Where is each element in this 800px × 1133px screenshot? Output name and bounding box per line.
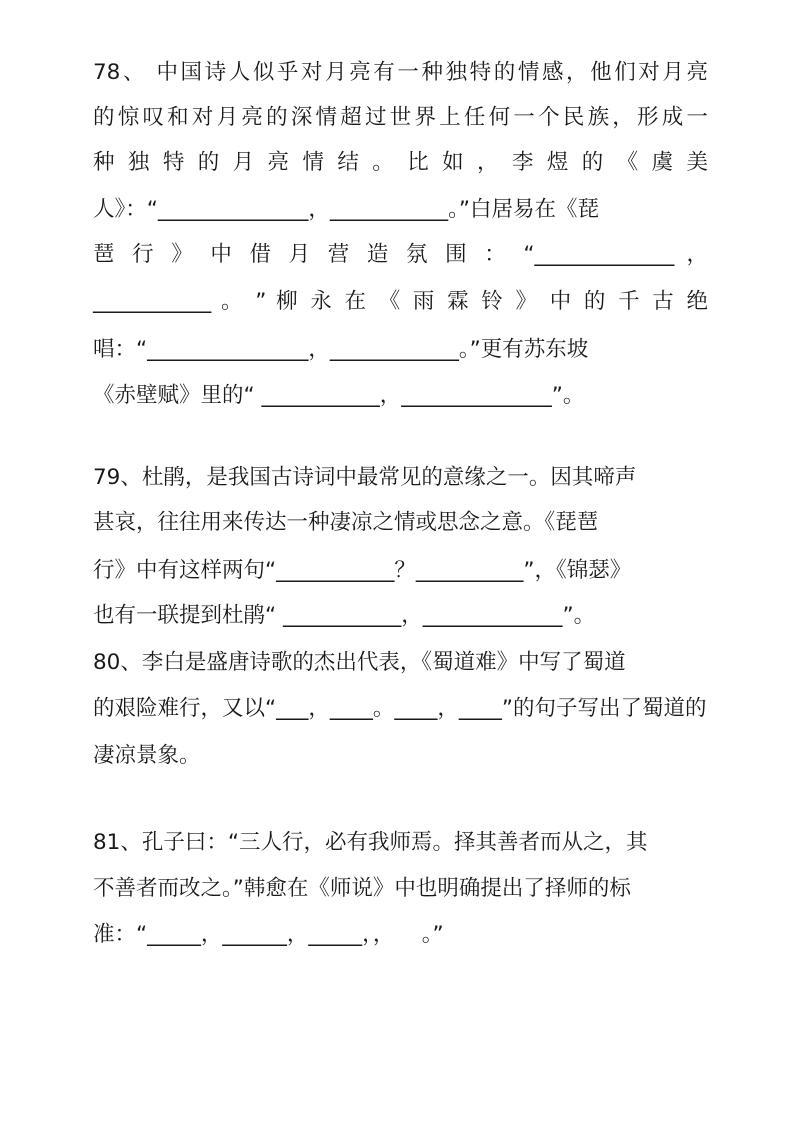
q79-line-1: 79、杜鹃，是我国古诗词中最常见的意缘之一。因其啼声 [93, 465, 637, 490]
q81-line-3: 准：“_____，______，_____，， 。” [93, 922, 444, 947]
q78-line-5: 琶 行 》 中 借 月 营 造 氛 围 ： “_____________ ， [93, 242, 708, 267]
q79-line-4: 也有一联提到杜鹃“ ___________，_____________”。 [93, 603, 596, 628]
q78-line-7: 唱：“_______________，____________。”更有苏东坡 [93, 337, 589, 362]
q78-line-8: 《赤壁赋》里的“ ___________，______________”。 [93, 383, 585, 408]
q78-line-4: 人》：“______________，___________。”白居易在《琵 [93, 197, 600, 222]
q79-line-2: 甚哀，往往用来传达一种凄凉之情或思念之意。《琵琶 [93, 510, 599, 535]
q81-line-2: 不善者而改之。”韩愈在《师说》中也明确提出了择师的标 [93, 876, 631, 901]
q78-line-1: 78、 中国诗人似乎对月亮有一种独特的情感，他们对月亮 [93, 60, 708, 85]
q78-line-6: ___________ 。 ” 柳 永 在 《 雨 霖 铃 》 中 的 千 古 绝 [93, 289, 708, 314]
q80-line-3: 凄凉景象。 [93, 743, 201, 768]
q80-line-2: 的艰险难行，又以“___，____。____，____”的句子写出了蜀道的 [93, 696, 707, 721]
q78-line-2: 的惊叹和对月亮的深情超过世界上任何一个民族，形成一 [93, 105, 708, 130]
q81-line-1: 81、孔子曰：“三人行，必有我师焉。择其善者而从之，其 [93, 830, 648, 855]
q80-line-1: 80、李白是盛唐诗歌的杰出代表，《蜀道难》中写了蜀道 [93, 650, 626, 675]
q78-line-3: 种 独 特 的 月 亮 情 结 。 比 如 ， 李 煜 的 《 虞 美 [93, 150, 708, 175]
q79-line-3: 行》中有这样两句“___________？__________”，《锦瑟》 [93, 558, 632, 583]
